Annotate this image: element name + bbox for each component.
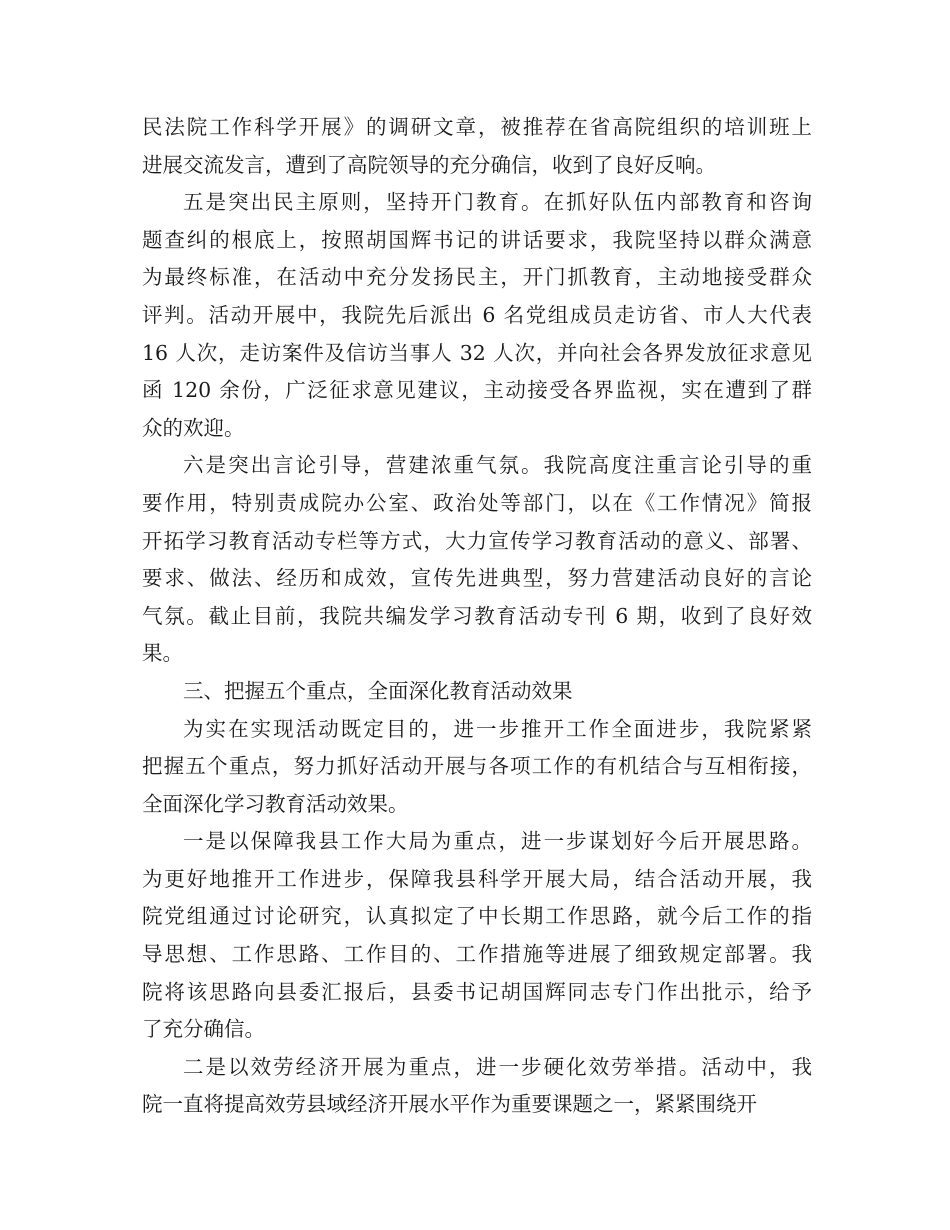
text-line: 为更好地推开工作进步，保障我县科学开展大局，结合活动开展，我: [142, 866, 812, 891]
text-line: 导思想、工作思路、工作目的、工作措施等进展了细致规定部署。我: [142, 942, 812, 967]
text-line: 要作用，特别责成院办公室、政治处等部门，以在《工作情况》简报: [142, 490, 812, 515]
text-line: 进展交流发言，遭到了高院领导的充分确信，收到了良好反响。: [142, 152, 716, 177]
text-line: 院将该思路向县委汇报后，县委书记胡国辉同志专门作出批示，给予: [142, 979, 812, 1004]
text-line: 开拓学习教育活动专栏等方式，大力宣传学习教育活动的意义、部署、: [142, 528, 812, 553]
text-line: 为实在实现活动既定目的，进一步推开工作全面进步，我院紧紧: [183, 716, 812, 741]
text-line: 把握五个重点，努力抓好活动开展与各项工作的有机结合与互相衔接，: [142, 754, 812, 779]
text-line: 众的欢迎。: [142, 415, 245, 440]
text-line: 了充分确信。: [142, 1017, 265, 1042]
text-line: 全面深化学习教育活动效果。: [142, 791, 409, 816]
text-line: 院一直将提高效劳县域经济开展水平作为重要课题之一，紧紧围绕开: [142, 1092, 757, 1117]
paragraph-p1: [142, 109, 812, 184]
paragraph-p6: [142, 823, 812, 1049]
text-line: 民法院工作科学开展》的调研文章，被推荐在省高院组织的培训班上: [142, 115, 812, 139]
paragraph-p5: [142, 711, 812, 824]
text-line: 16 人次，走访案件及信访当事人 32 人次，并向社会各界发放征求意见: [142, 340, 812, 365]
text-line: 五是突出民主原则，坚持开门教育。在抓好队伍内部教育和咨询: [183, 190, 812, 215]
text-line: 评判。活动开展中，我院先后派出 6 名党组成员走访省、市人大代表: [142, 302, 812, 327]
text-line: 气氛。截止目前，我院共编发学习教育活动专刊 6 期，收到了良好效: [142, 603, 812, 628]
paragraph-p2: [142, 184, 812, 447]
paragraph-p3: [142, 447, 812, 673]
text-line: 院党组通过讨论研究，认真拟定了中长期工作思路，就今后工作的指: [142, 904, 812, 929]
text-line: 一是以保障我县工作大局为重点，进一步谋划好今后开展思路。: [183, 829, 812, 854]
paragraph-p7: [142, 1049, 812, 1124]
text-line: 为最终标准，在活动中充分发扬民主，开门抓教育，主动地接受群众: [142, 265, 812, 290]
paragraph-p4: [142, 673, 812, 711]
text-line: 要求、做法、经历和成效，宣传先进典型，努力营建活动良好的言论: [142, 566, 812, 591]
text-line: 题查纠的根底上，按照胡国辉书记的讲话要求，我院坚持以群众满意: [142, 227, 812, 252]
text-line: 果。: [142, 641, 183, 666]
text-line: 六是突出言论引导，营建浓重气氛。我院高度注重言论引导的重: [183, 453, 812, 478]
text-line: 三、把握五个重点，全面深化教育活动效果: [183, 678, 573, 703]
document-body: [142, 109, 812, 1124]
text-line: 函 120 余份，广泛征求意见建议，主动接受各界监视，实在遭到了群: [142, 378, 812, 403]
text-line: 二是以效劳经济开展为重点，进一步硬化效劳举措。活动中，我: [183, 1054, 812, 1079]
